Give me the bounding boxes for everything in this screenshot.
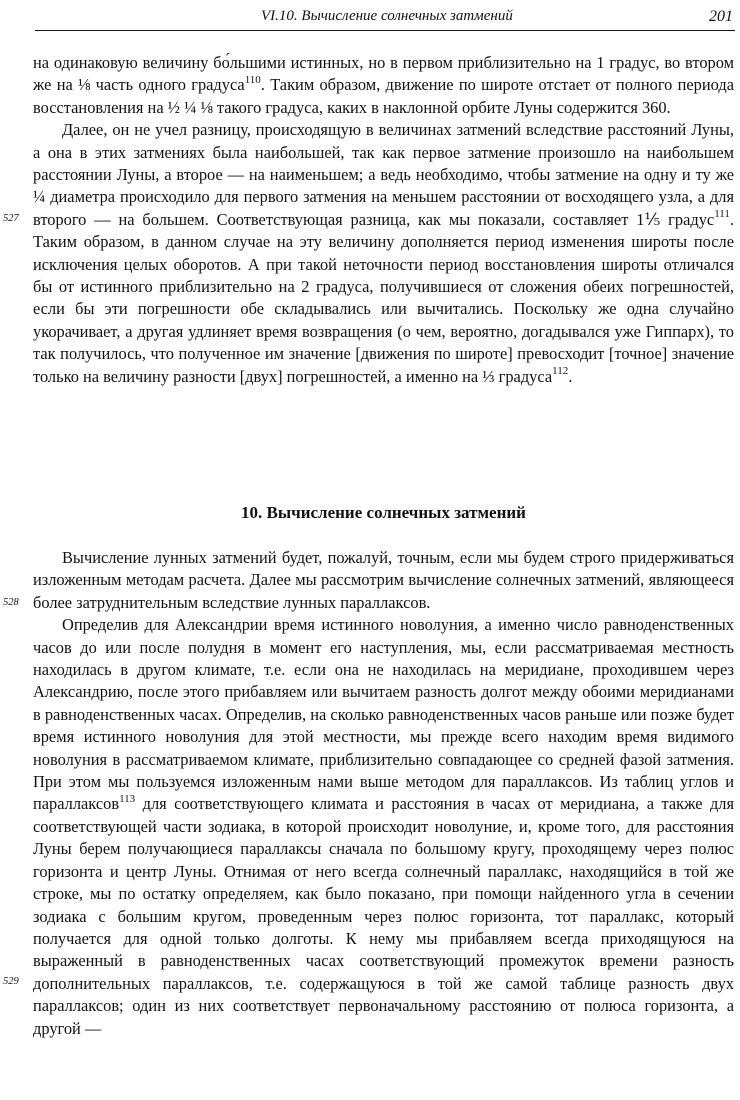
- section-heading: 10. Вычисление солнечных затмений: [241, 503, 526, 522]
- margin-reference: 527: [3, 213, 19, 224]
- paragraph: Вычисление лунных затмений будет, пожалуй, точным, если мы будем строго придерживаться изложенным методам расчета. Далее мы рассмотрим вычисление солнечных затмений, являющееся более затруднительным вследствие лунных параллаксов.: [33, 548, 734, 612]
- running-header: [35, 4, 735, 31]
- page-number: 201: [709, 8, 733, 25]
- paragraph: Определив для Александрии время истинного новолуния, а именно число равноденственных часов до или после полудня в момент его наступления, мы, если рассматриваемая местность находилась в другом климате, т.е. если она не находилась на меридиане, проходившем через Александрию, после этого прибавляем или вычитаем разность долгот между обоими меридианами в равноденственных часах. Определив, на сколько равноденственных часов раньше или позже будет время истинного новолуния для этой местности, мы прежде всего находим время видимого новолуния в рассматриваемом климате, приблизительно совпадающее со средней фазой затмения. При этом мы пользуемся изложенным нами выше методом для параллаксов. Из таблиц углов и параллаксов$^{113}$ для соответствующего климата и расстояния в часах от меридиана, а также для соответствующей части зодиака, в которой происходит новолуние, и, кроме того, для расстояния Луны берем получающиеся параллаксы сначала по большому кругу, проходящему через полюс горизонта и центр Луны. Отнимая от него всегда солнечный параллакс, находящийся в той же строке, мы по остатку определяем, как было показано, при помощи найденного угла в сечении зодиака с большим кругом, проведенным через полюс горизонта, тот параллакс, который получается для одной только долготы. К нему мы прибавляем всегда приходящуюся на выраженный в равноденственных часах соответствующий промежуток времени разность дополнительных параллаксов, т.е. содержащуюся в той же самой таблице разность двух параллаксов; один из них соответствует первоначальному расстоянию от полюса горизонта, а другой —: [33, 615, 734, 1038]
- text-block-bottom: [33, 547, 734, 1040]
- paragraph: на одинаковую величину бо́льшими истинных, но в первом приблизительно на 1 градус, во втором же на ⅛ часть одного градуса$^{110}$. Таким образом, движение по широте отстает от полного периода восстановления на ½ ¼ ⅛ такого градуса, каких в наклонной орбите Луны содержится 360.: [33, 53, 734, 117]
- text-block-top: [33, 52, 734, 388]
- margin-reference: 528: [3, 597, 19, 608]
- paragraph: Далее, он не учел разницу, происходящую в величинах затмений вследствие расстояний Луны, а она в этих затмениях была наибольшей, так как первое затмение произошло на наибольшем расстоянии Луны, а второе — на наименьшем; а ведь необходимо, чтобы затмение на одну и ту же ¼ диаметра происходило для первого затмения на меньшем расстоянии от восходящего узла, а для второго — на большем. Соответствующая разница, как мы показали, составляет 1⅕ градус$^{111}$. Таким образом, в данном случае на эту величину дополняется период изменения широты после исключения целых оборотов. А при такой неточности период восстановления широты отличался бы от истинного приблизительно на 2 градуса, получившиеся от сложения обеих погрешностей, если бы эти погрешности обе складывались или вычитались. Поскольку же одна случайно укорачивает, а другая удлиняет время возвращения (о чем, вероятно, догадывался уже Гиппарх), то так получилось, что полученное им значение [движения по широте] превосходит [точное] значение только на величину разности [двух] погрешностей, а именно на ⅓ градуса$^{112}$.: [33, 120, 734, 386]
- running-header-title: VI.10. Вычисление солнечных затмений: [261, 8, 513, 24]
- margin-reference: 529: [3, 976, 19, 987]
